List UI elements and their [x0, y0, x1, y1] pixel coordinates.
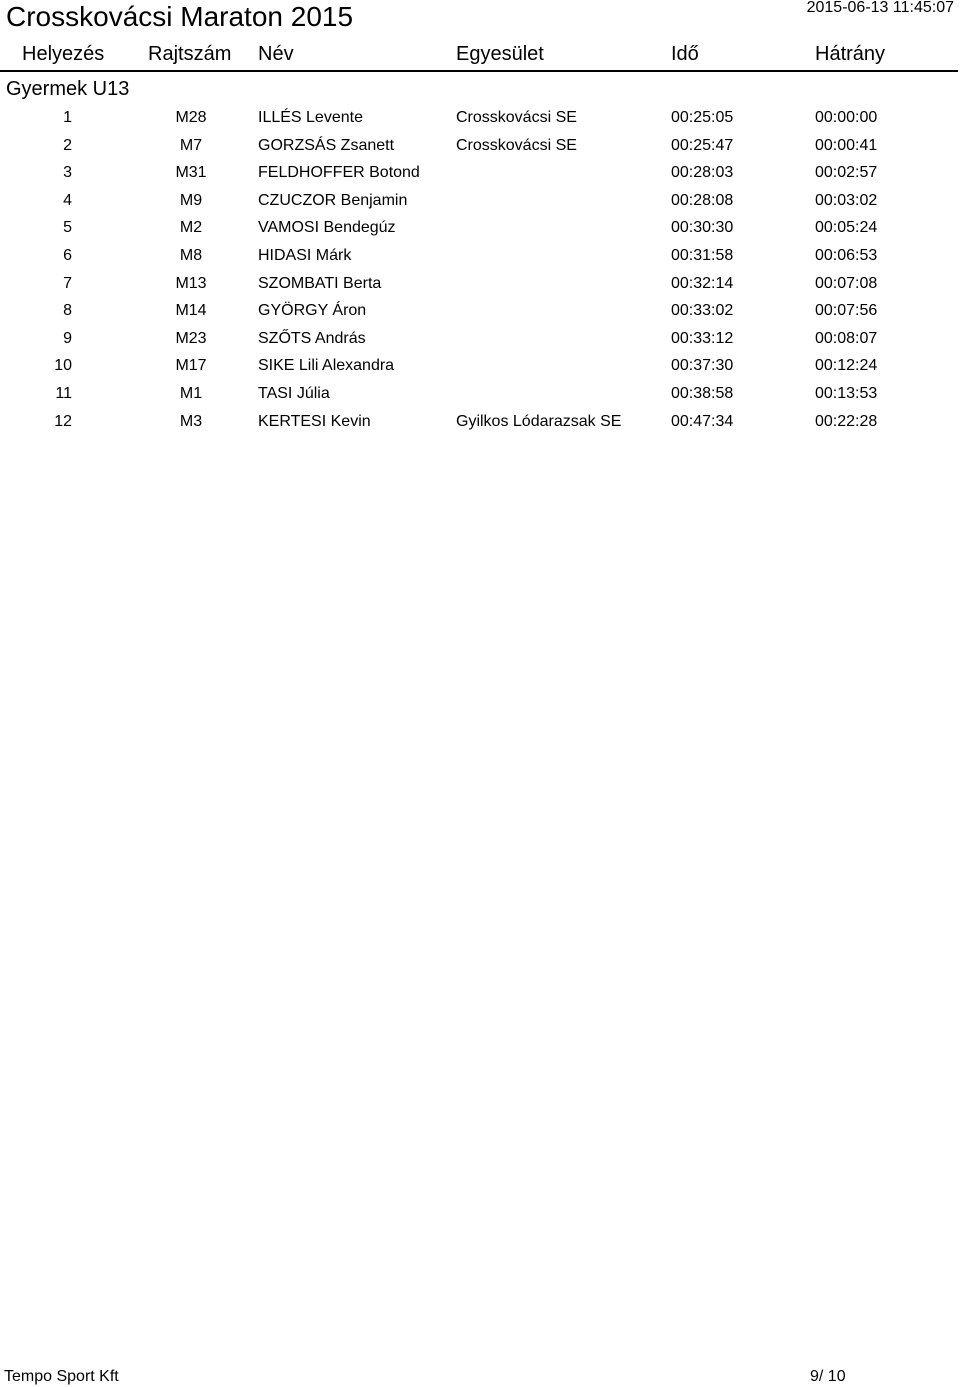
document-timestamp: 2015-06-13 11:45:07 [806, 0, 954, 16]
header-name: Név [258, 43, 294, 65]
cell-gap: 00:03:02 [815, 191, 878, 209]
table-row [0, 354, 960, 382]
cell-name: SZOMBATI Berta [258, 274, 382, 292]
cell-gap: 00:08:07 [815, 329, 878, 347]
cell-time: 00:33:12 [671, 329, 734, 347]
table-row [0, 327, 960, 355]
table-row [0, 134, 960, 162]
cell-name: KERTESI Kevin [258, 412, 371, 430]
cell-name: CZUCZOR Benjamin [258, 191, 408, 209]
cell-time: 00:47:34 [671, 412, 734, 430]
cell-name: SZŐTS András [258, 329, 366, 347]
header-position: Helyezés [22, 43, 105, 65]
cell-gap: 00:12:24 [815, 357, 878, 375]
cell-position: 11 [55, 384, 72, 402]
footer-page-number: 9/ 10 [810, 1368, 846, 1385]
cell-time: 00:28:03 [671, 164, 734, 182]
cell-gap: 00:13:53 [815, 384, 878, 402]
cell-gap: 00:00:41 [815, 136, 878, 154]
cell-position: 1 [63, 109, 72, 126]
cell-bib: M1 [179, 384, 203, 402]
cell-position: 4 [63, 191, 72, 209]
cell-position: 6 [63, 246, 72, 264]
cell-gap: 00:05:24 [815, 219, 878, 237]
cell-bib: M7 [179, 136, 203, 154]
table-row [0, 161, 960, 189]
header-time: Idő [671, 43, 699, 65]
header-club: Egyesület [456, 43, 544, 65]
cell-name: TASI Júlia [258, 384, 330, 402]
table-row [0, 189, 960, 217]
cell-position: 5 [63, 219, 72, 237]
cell-name: GYÖRGY Áron [258, 302, 367, 320]
header-gap: Hátrány [815, 43, 886, 65]
table-row [0, 106, 960, 134]
cell-position: 10 [54, 357, 72, 375]
cell-club: Gyilkos Lódarazsak SE [456, 412, 622, 430]
table-row [0, 272, 960, 300]
cell-bib: M9 [179, 191, 203, 209]
cell-position: 12 [54, 412, 72, 430]
table-row [0, 410, 960, 438]
cell-time: 00:28:08 [671, 191, 734, 209]
cell-name: ILLÉS Levente [258, 109, 363, 126]
cell-position: 3 [63, 164, 72, 182]
table-row [0, 299, 960, 327]
results-table-body [0, 106, 960, 437]
cell-club: Crosskovácsi SE [456, 136, 577, 154]
cell-bib: M17 [175, 357, 207, 375]
category-title: Gyermek U13 [6, 78, 130, 100]
table-row [0, 382, 960, 410]
cell-bib: M13 [175, 274, 207, 292]
cell-name: GORZSÁS Zsanett [258, 136, 395, 154]
document-title: Crosskovácsi Maraton 2015 [6, 1, 354, 32]
results-table-header [0, 40, 958, 72]
cell-position: 8 [63, 302, 72, 320]
cell-time: 00:30:30 [671, 219, 734, 237]
cell-time: 00:25:47 [671, 136, 734, 154]
table-row [0, 244, 960, 272]
cell-time: 00:37:30 [671, 357, 734, 375]
cell-time: 00:38:58 [671, 384, 734, 402]
cell-position: 7 [63, 274, 72, 292]
cell-club: Crosskovácsi SE [456, 109, 577, 126]
cell-bib: M28 [175, 109, 207, 126]
cell-gap: 00:07:08 [815, 274, 878, 292]
cell-gap: 00:02:57 [815, 164, 878, 182]
cell-bib: M23 [175, 329, 207, 347]
cell-time: 00:33:02 [671, 302, 734, 320]
cell-bib: M3 [179, 412, 203, 430]
cell-gap: 00:07:56 [815, 302, 878, 320]
cell-gap: 00:06:53 [815, 246, 878, 264]
cell-bib: M2 [179, 219, 203, 237]
cell-bib: M8 [179, 246, 203, 264]
cell-name: HIDASI Márk [258, 246, 352, 264]
cell-time: 00:32:14 [671, 274, 734, 292]
cell-position: 2 [63, 136, 72, 154]
cell-name: FELDHOFFER Botond [258, 164, 420, 182]
cell-gap: 00:22:28 [815, 412, 878, 430]
cell-time: 00:25:05 [671, 109, 734, 126]
footer-company: Tempo Sport Kft [4, 1368, 119, 1385]
table-row [0, 216, 960, 244]
cell-name: VAMOSI Bendegúz [258, 219, 396, 237]
cell-bib: M14 [175, 302, 207, 320]
cell-bib: M31 [175, 164, 207, 182]
cell-time: 00:31:58 [671, 246, 734, 264]
cell-name: SIKE Lili Alexandra [258, 357, 395, 375]
header-bib: Rajtszám [148, 43, 232, 65]
cell-gap: 00:00:00 [815, 109, 878, 126]
cell-position: 9 [63, 329, 72, 347]
